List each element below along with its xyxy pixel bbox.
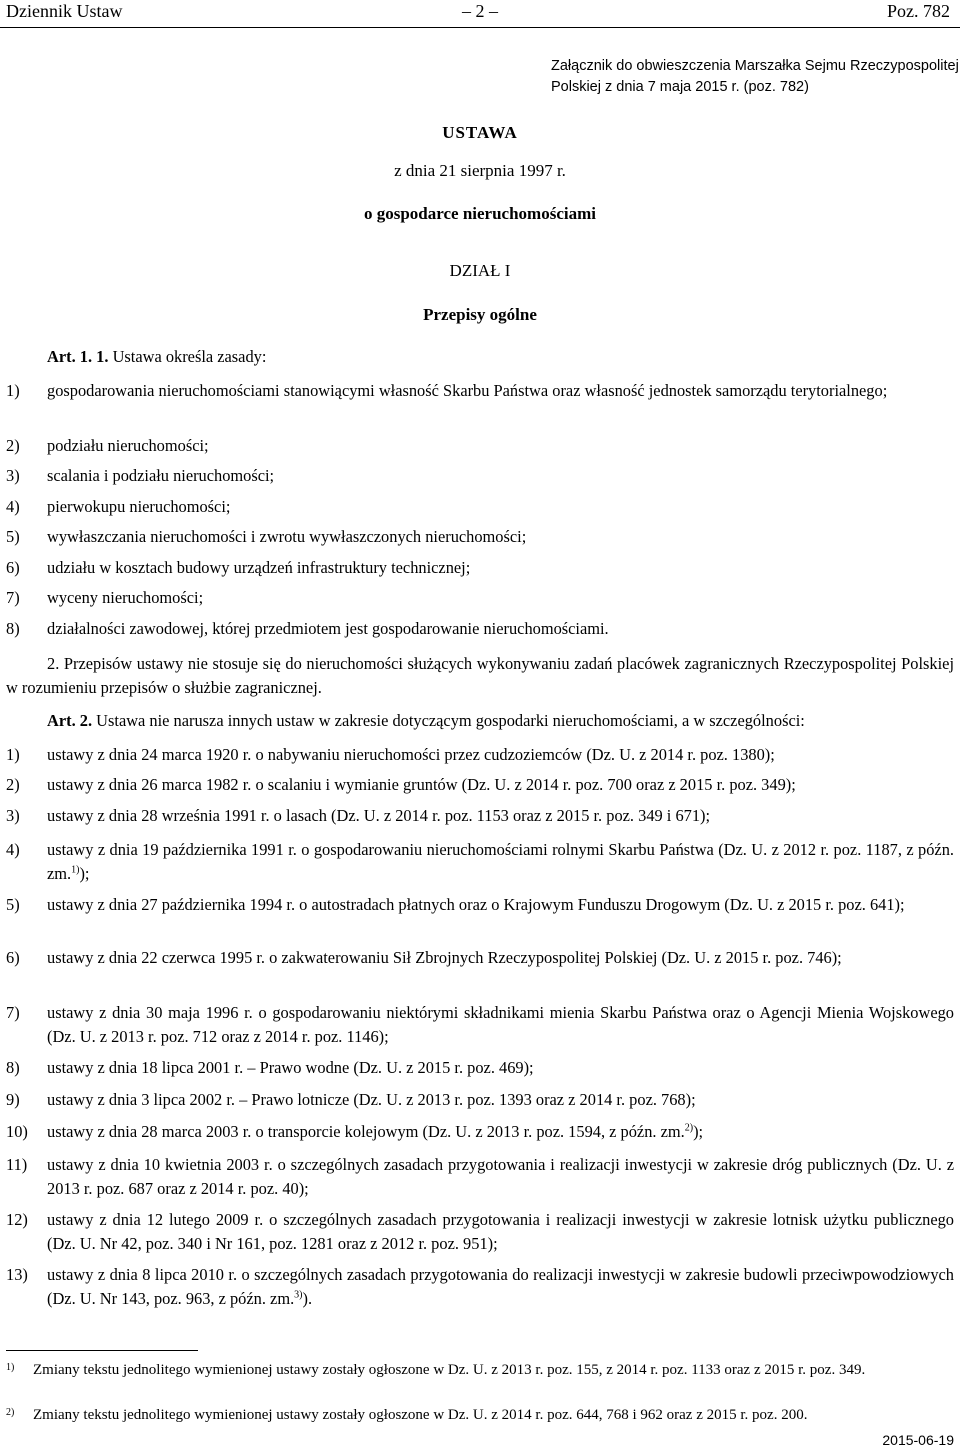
- item-number: 13): [6, 1265, 28, 1284]
- division-heading: DZIAŁ I: [449, 261, 511, 280]
- act-date: z dnia 21 sierpnia 1997 r.: [394, 161, 566, 180]
- header-rule: [0, 27, 960, 28]
- item-text: wywłaszczania nieruchomości i zwrotu wywłaszczonych nieruchomości;: [47, 527, 527, 546]
- list-item: [6, 743, 954, 767]
- annex-line-1: Załącznik do obwieszczenia Marszałka Sejmu Rzeczypospolitej: [551, 58, 959, 74]
- item-number: 6): [6, 558, 20, 577]
- list-item: [6, 1056, 954, 1080]
- list-item: [6, 893, 954, 917]
- list-item: [6, 1088, 954, 1112]
- item-text: ustawy z dnia 3 lipca 2002 r. – Prawo lotnicze (Dz. U. z 2013 r. poz. 1393 oraz z 2014 r. poz. 768);: [47, 1090, 696, 1109]
- list-item: [6, 946, 954, 970]
- annex-note: [551, 56, 959, 98]
- item-number: 2): [6, 775, 20, 794]
- division-title: Przepisy ogólne: [423, 305, 537, 324]
- item-text-main: ustawy z dnia 19 października 1991 r. o gospodarowaniu nieruchomościami rolnymi Skarbu Państwa (Dz. U. z 2012 r. poz. 1187, z późn. zm.: [47, 840, 954, 883]
- item-text: pierwokupu nieruchomości;: [47, 497, 231, 516]
- item-text: ustawy z dnia 27 października 1994 r. o autostradach płatnych oraz o Krajowym Funduszu Drogowym (Dz. U. z 2015 r. poz. 641);: [47, 895, 905, 914]
- footnote-rule: [6, 1350, 198, 1351]
- item-text: [47, 1120, 954, 1144]
- item-text: ustawy z dnia 10 kwietnia 2003 r. o szczególnych zasadach przygotowania i realizacji inwestycji w zakresie dróg publicznych (Dz. U. z 2013 r. poz. 687 oraz z 2014 r. poz. 40);: [47, 1155, 954, 1198]
- art-2-intro: [6, 709, 954, 733]
- item-number: 8): [6, 619, 20, 638]
- item-text: scalania i podziału nieruchomości;: [47, 466, 275, 485]
- list-item: [6, 434, 954, 458]
- list-item: [6, 1208, 954, 1256]
- list-item: [6, 773, 954, 797]
- item-number: 3): [6, 466, 20, 485]
- item-text: ustawy z dnia 12 lutego 2009 r. o szczególnych zasadach przygotowania i realizacji inwestycji w zakresie lotnisk użytku publicznego (Dz. U. Nr 42, poz. 340 i Nr 161, poz. 1281 oraz z 2012 r. poz. 951);: [47, 1210, 954, 1253]
- item-text-tail: );: [79, 864, 90, 883]
- position-number: Poz. 782: [887, 1, 950, 21]
- art-2-label: Art. 2.: [47, 711, 93, 730]
- item-number: 4): [6, 840, 20, 859]
- list-item: [6, 804, 954, 828]
- item-text: udziału w kosztach budowy urządzeń infrastruktury technicznej;: [47, 558, 471, 577]
- footnote-ref: 1): [71, 864, 80, 876]
- art-1-intro: [6, 345, 954, 369]
- annex-line-2: Polskiej z dnia 7 maja 2015 r. (poz. 782): [551, 79, 809, 95]
- footnote-ref: 3): [294, 1289, 303, 1301]
- footnote-ref: 2): [684, 1122, 694, 1134]
- item-number: 2): [6, 436, 20, 455]
- item-text: ustawy z dnia 30 maja 1996 r. o gospodarowaniu niektórymi składnikami mienia Skarbu Państwa oraz o Agencji Mienia Wojskowego (Dz. U. z 2013 r. poz. 712 oraz z 2014 r. poz. 1146);: [47, 1003, 954, 1046]
- item-text: wyceny nieruchomości;: [47, 588, 204, 607]
- footnote: [6, 1360, 954, 1381]
- item-text: ustawy z dnia 28 września 1991 r. o lasach (Dz. U. z 2014 r. poz. 1153 oraz z 2015 r. poz. 349 i 671);: [47, 806, 711, 825]
- list-item: [6, 464, 954, 488]
- item-text-tail: ).: [302, 1289, 313, 1308]
- item-text: ustawy z dnia 26 marca 1982 r. o scalaniu i wymianie gruntów (Dz. U. z 2014 r. poz. 700 oraz z 2015 r. poz. 349);: [47, 775, 796, 794]
- item-text-main: ustawy z dnia 28 marca 2003 r. o transporcie kolejowym (Dz. U. z 2013 r. poz. 1594, z późn. zm.: [47, 1122, 685, 1141]
- item-number: 1): [6, 381, 20, 400]
- item-text-main: ustawy z dnia 8 lipca 2010 r. o szczególnych zasadach przygotowania do realizacji inwestycji w zakresie budowli przeciwpowodziowych (Dz. U. Nr 143, poz. 963, z późn. zm.: [47, 1265, 954, 1308]
- footnote-text: Zmiany tekstu jednolitego wymienionej ustawy zostały ogłoszone w Dz. U. z 2013 r. poz. 155, z 2014 r. poz. 1133 oraz z 2015 r. poz. 349.: [33, 1362, 866, 1378]
- journal-title: Dziennik Ustaw: [6, 1, 123, 21]
- act-subject: o gospodarce nieruchomościami: [363, 204, 596, 223]
- item-text: [47, 838, 954, 886]
- item-number: 8): [6, 1058, 20, 1077]
- item-text: podziału nieruchomości;: [47, 436, 209, 455]
- list-item: [6, 617, 954, 641]
- art-2-intro-text: Ustawa nie narusza innych ustaw w zakresie dotyczącym gospodarki nieruchomościami, a w szczególności:: [96, 711, 805, 730]
- list-item: [6, 1120, 954, 1144]
- list-item: [6, 556, 954, 580]
- item-number: 10): [6, 1122, 28, 1141]
- item-number: 5): [6, 527, 20, 546]
- item-text: ustawy z dnia 22 czerwca 1995 r. o zakwaterowaniu Sił Zbrojnych Rzeczypospolitej Polskiej (Dz. U. z 2015 r. poz. 746);: [47, 948, 842, 967]
- item-number: 4): [6, 497, 20, 516]
- item-number: 11): [6, 1155, 28, 1174]
- art-1-intro-text: Ustawa określa zasady:: [112, 347, 267, 366]
- footnote-text: Zmiany tekstu jednolitego wymienionej ustawy zostały ogłoszone w Dz. U. z 2014 r. poz. 644, 768 i 962 oraz z 2015 r. poz. 200.: [33, 1407, 808, 1423]
- item-number: 5): [6, 895, 20, 914]
- page-date: 2015-06-19: [882, 1432, 954, 1448]
- list-item: [6, 586, 954, 610]
- item-text: [47, 1263, 954, 1311]
- act-title: USTAWA: [442, 123, 518, 142]
- list-item: [6, 1263, 954, 1311]
- footnote-number: 1): [6, 1362, 15, 1373]
- list-item: [6, 1001, 954, 1049]
- item-text: ustawy z dnia 24 marca 1920 r. o nabywaniu nieruchomości przez cudzoziemców (Dz. U. z 2014 r. poz. 1380);: [47, 745, 775, 764]
- item-number: 7): [6, 1003, 20, 1022]
- footnote: [6, 1405, 954, 1426]
- item-number: 9): [6, 1090, 20, 1109]
- item-text: ustawy z dnia 18 lipca 2001 r. – Prawo wodne (Dz. U. z 2015 r. poz. 469);: [47, 1058, 534, 1077]
- item-text: działalności zawodowej, której przedmiotem jest gospodarowanie nieruchomościami.: [47, 619, 609, 638]
- list-item: [6, 838, 954, 886]
- item-number: 7): [6, 588, 20, 607]
- footnote-number: 2): [6, 1407, 15, 1418]
- art-1-par-2: 2. Przepisów ustawy nie stosuje się do nieruchomości służących wykonywaniu zadań placówek zagranicznych Rzeczypospolitej Polskiej w rozumieniu przepisów o służbie zagranicznej.: [6, 654, 954, 697]
- list-item: [6, 495, 954, 519]
- item-number: 12): [6, 1210, 28, 1229]
- item-number: 6): [6, 948, 20, 967]
- item-text: gospodarowania nieruchomościami stanowiącymi własność Skarbu Państwa oraz własność jednostek samorządu terytorialnego;: [47, 381, 888, 400]
- item-number: 1): [6, 745, 20, 764]
- item-number: 3): [6, 806, 20, 825]
- item-text-tail: );: [693, 1122, 704, 1141]
- art-1-label: Art. 1. 1.: [47, 347, 109, 366]
- list-item: [6, 379, 954, 403]
- page-number: – 2 –: [462, 1, 498, 21]
- list-item: [6, 1153, 954, 1201]
- list-item: [6, 525, 954, 549]
